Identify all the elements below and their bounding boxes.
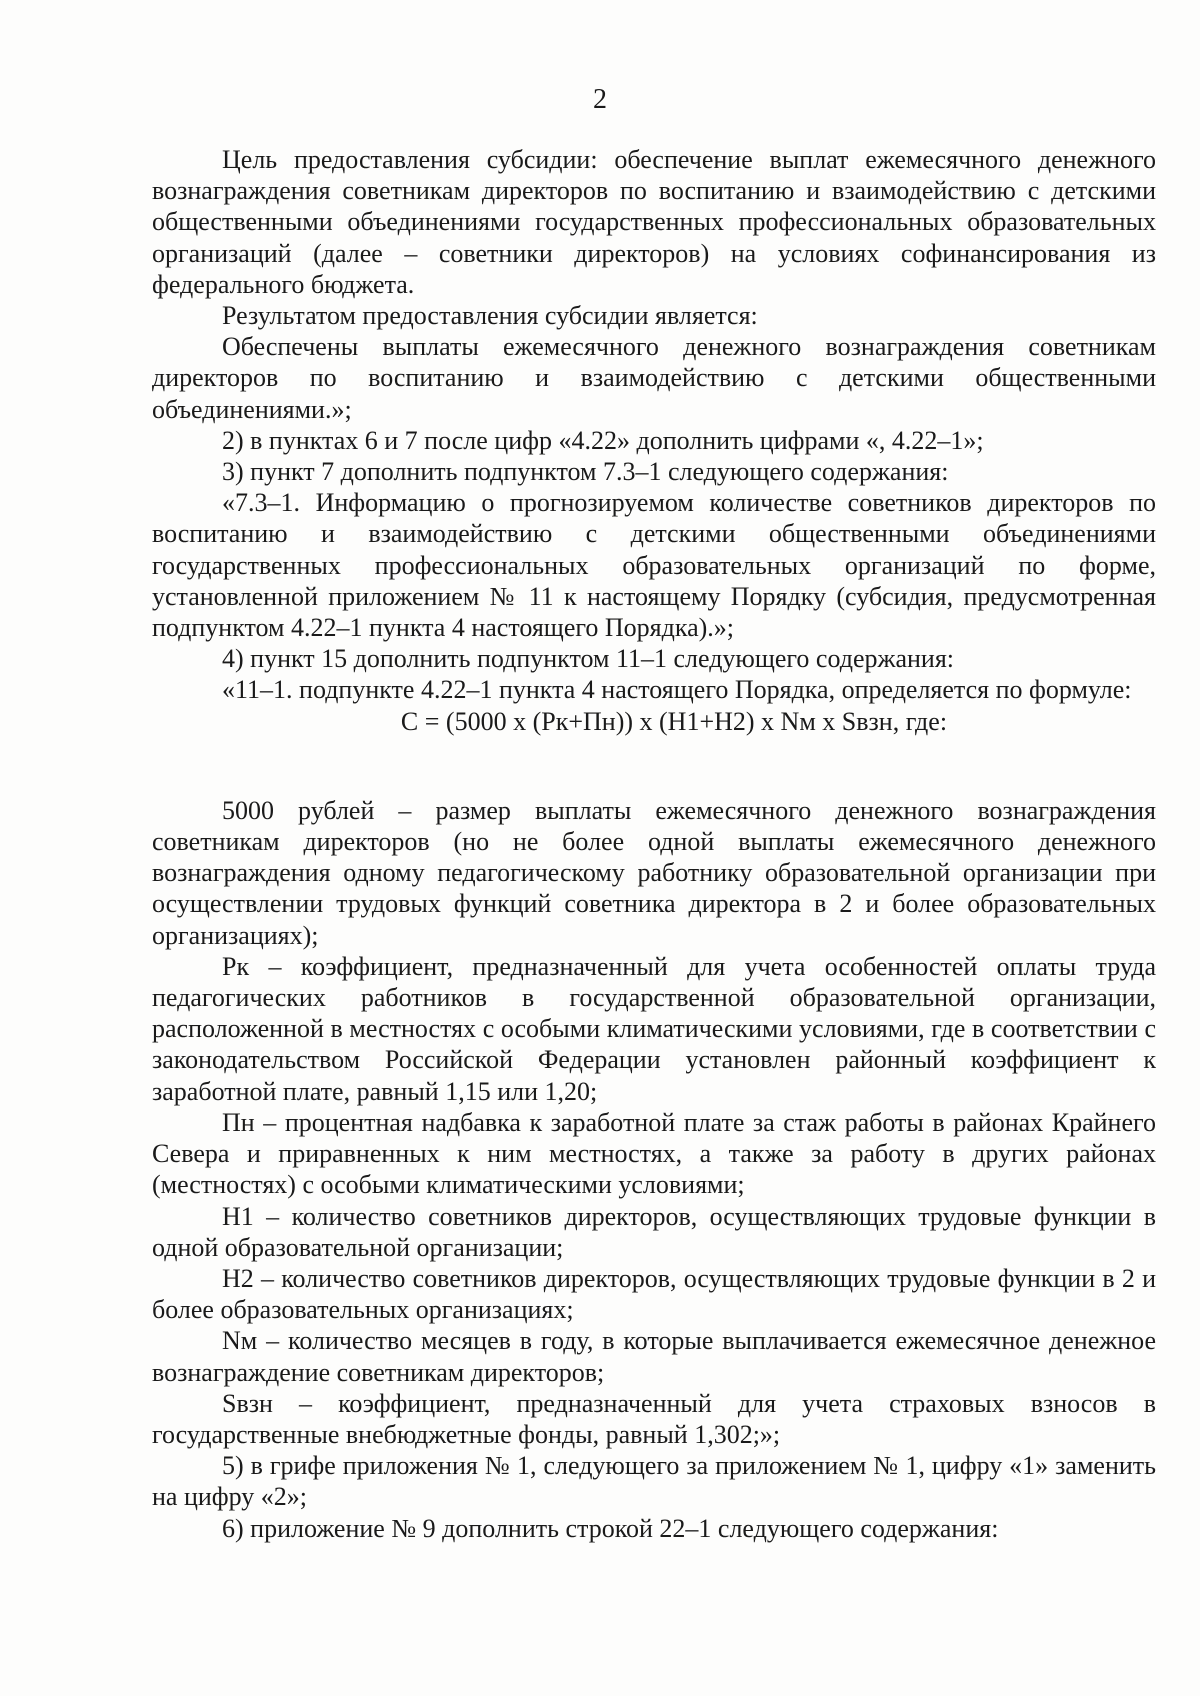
- paragraph-item-5: 5) в грифе приложения № 1, следующего за приложением № 1, цифру «1» заменить на цифру «2»;: [152, 1451, 1156, 1512]
- paragraph-item-2: 2) в пунктах 6 и 7 после цифр «4.22» дополнить цифрами «, 4.22–1»;: [222, 425, 984, 455]
- definition-svzn: Sвзн – коэффициент, предназначенный для учета страховых взносов в государственные внебюджетные фонды, равный 1,302;»;: [152, 1388, 1156, 1449]
- paragraph-clause-11-1: «11–1. подпункте 4.22–1 пункта 4 настоящего Порядка, определяется по формуле:: [222, 675, 1132, 705]
- paragraph-item-3: 3) пункт 7 дополнить подпунктом 7.3–1 следующего содержания:: [222, 457, 949, 487]
- definition-rk: Рк – коэффициент, предназначенный для учета особенностей оплаты труда педагогических работников в государственной образовательной организации, расположенной в местностях с особыми климатическими условиями, где в соответствии с законодательством Российской Федерации установлен районный коэффициент к заработной плате, равный 1,15 или 1,20;: [152, 951, 1156, 1106]
- definition-5000: 5000 рублей – размер выплаты ежемесячного денежного вознаграждения советникам директоров (но не более одной выплаты ежемесячного денежного вознаграждения одному педагогическому работнику образовательной организации при осуществлении трудовых функций советника директора в 2 и более образовательных организациях);: [152, 795, 1156, 950]
- definition-pn: Пн – процентная надбавка к заработной плате за стаж работы в районах Крайнего Севера и приравненных к ним местностях, а также за работу в других районах (местностях) с особыми климатическими условиями;: [152, 1107, 1156, 1200]
- document-body: [152, 144, 1156, 1544]
- definition-nm: Nм – количество месяцев в году, в которые выплачивается ежемесячное денежное вознаграждение советникам директоров;: [152, 1326, 1156, 1387]
- formula: C = (5000 x (Рк+Пн)) x (Н1+Н2) x Nм x Sвзн, где:: [400, 706, 948, 736]
- page-number: 2: [593, 84, 607, 115]
- paragraph-subsidy-purpose: Цель предоставления субсидии: обеспечение выплат ежемесячного денежного вознаграждения советникам директоров по воспитанию и взаимодействию с детскими общественными объединениями государственных профессиональных образовательных организаций (далее – советники директоров) на условиях софинансирования из федерального бюджета.: [152, 145, 1156, 299]
- definition-n2: Н2 – количество советников директоров, осуществляющих трудовые функции в 2 и более образовательных организациях;: [152, 1263, 1156, 1325]
- paragraph-clause-7-3-1: «7.3–1. Информацию о прогнозируемом количестве советников директоров по воспитанию и взаимодействию с детскими общественными объединениями государственных профессиональных образовательных организаций по форме, установленной приложением № 11 к настоящему Порядку (субсидия, предусмотренная подпунктом 4.22–1 пункта 4 настоящего Порядка).»;: [152, 488, 1156, 643]
- paragraph-subsidy-result-intro: Результатом предоставления субсидии является:: [222, 301, 758, 331]
- paragraph-subsidy-result: Обеспечены выплаты ежемесячного денежного вознаграждения советникам директоров по воспитанию и взаимодействию с детскими общественными объединениями.»;: [152, 332, 1156, 424]
- paragraph-item-6: 6) приложение № 9 дополнить строкой 22–1 следующего содержания:: [222, 1513, 999, 1543]
- definition-n1: Н1 – количество советников директоров, осуществляющих трудовые функции в одной образовательной организации;: [152, 1201, 1156, 1262]
- paragraph-item-4: 4) пункт 15 дополнить подпунктом 11–1 следующего содержания:: [222, 644, 954, 674]
